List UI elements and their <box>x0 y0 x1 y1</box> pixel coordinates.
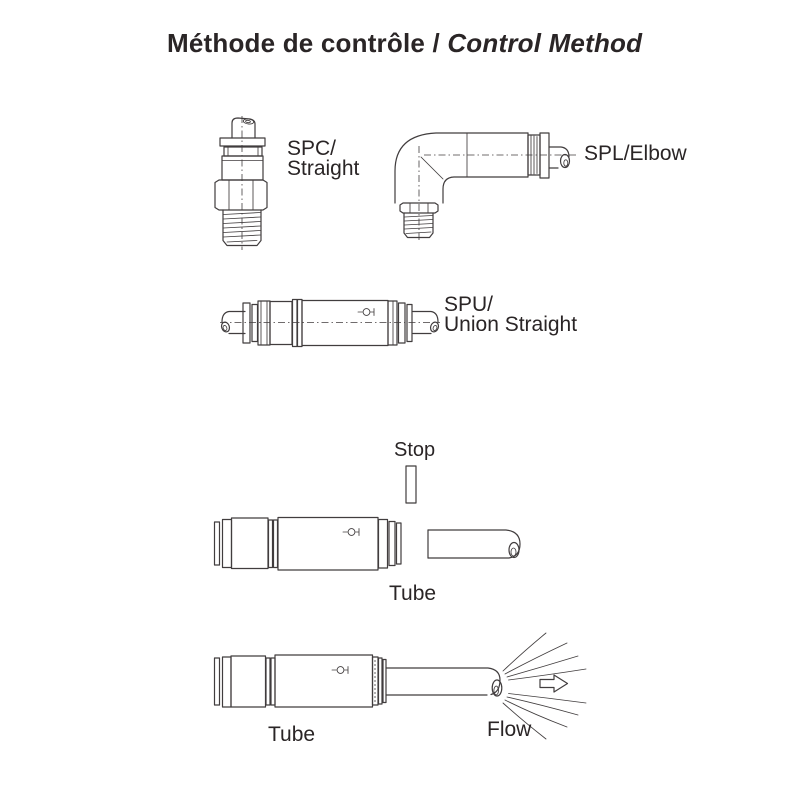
union-fitting-drawing <box>211 515 403 573</box>
flange <box>540 133 549 178</box>
ridge-2 <box>298 300 303 347</box>
tube-opening <box>492 680 502 696</box>
right-collar <box>373 657 379 705</box>
page-title <box>167 28 642 59</box>
tube-opening <box>509 543 519 558</box>
tube-stub <box>549 147 570 168</box>
stop-plug-drawing <box>403 464 421 506</box>
spl-label: SPL/Elbow <box>584 142 687 165</box>
stop-plug <box>406 466 416 503</box>
ridge-1 <box>269 520 273 568</box>
left-flange-2 <box>252 305 258 342</box>
body-left-section <box>231 656 266 707</box>
left-flange <box>215 522 220 565</box>
inserted-tube <box>386 668 502 696</box>
main-body <box>302 301 388 346</box>
threaded-stem <box>404 213 433 238</box>
body-left-section <box>270 302 292 345</box>
left-flange <box>215 658 220 705</box>
right-collar <box>379 520 388 569</box>
right-flange <box>379 658 383 704</box>
flow-direction-symbol <box>332 667 348 674</box>
right-flange-2 <box>383 660 386 703</box>
flow-direction-symbol <box>358 309 374 316</box>
spu-union-straight-fitting-drawing <box>220 296 440 350</box>
main-body <box>275 655 373 707</box>
spu-label: SPU/ Union Straight <box>444 293 578 336</box>
spl-elbow-fitting-drawing <box>390 128 582 246</box>
flow-direction-symbol <box>343 529 359 536</box>
left-collar <box>223 657 232 707</box>
left-flange <box>243 303 250 343</box>
left-collar <box>223 520 232 568</box>
spc-label: SPC/ Straight <box>287 137 360 180</box>
tube-outline <box>428 530 520 558</box>
spc-straight-fitting-drawing <box>205 112 275 254</box>
right-collar <box>388 301 397 345</box>
right-flange <box>399 303 406 343</box>
right-flange <box>389 522 395 566</box>
page-title-fr: Méthode de contrôle <box>167 28 426 58</box>
body-left-section <box>232 518 269 569</box>
ridge-1 <box>266 658 270 705</box>
ridge-1 <box>293 300 298 347</box>
tube-mid-label: Tube <box>389 582 437 605</box>
tube-drawing <box>424 527 524 561</box>
body <box>222 156 263 180</box>
right-flange-2 <box>397 523 402 564</box>
flow-arrow-icon <box>540 675 568 692</box>
elbow-body <box>395 133 528 203</box>
tube-bottom-label: Tube <box>268 723 316 746</box>
ridge-2 <box>271 658 275 705</box>
release-collar <box>224 147 262 156</box>
ridge-2 <box>274 520 278 568</box>
left-collar <box>258 301 270 345</box>
hex-nut <box>215 180 267 210</box>
page-title-separator: / <box>425 28 448 58</box>
top-stub <box>232 118 255 138</box>
right-flange-2 <box>407 305 412 342</box>
main-body <box>278 518 378 571</box>
page-title-en: Control Method <box>447 28 643 58</box>
stop-label: Stop <box>394 439 436 461</box>
flange <box>220 138 265 146</box>
flow-label: Flow <box>487 718 532 741</box>
